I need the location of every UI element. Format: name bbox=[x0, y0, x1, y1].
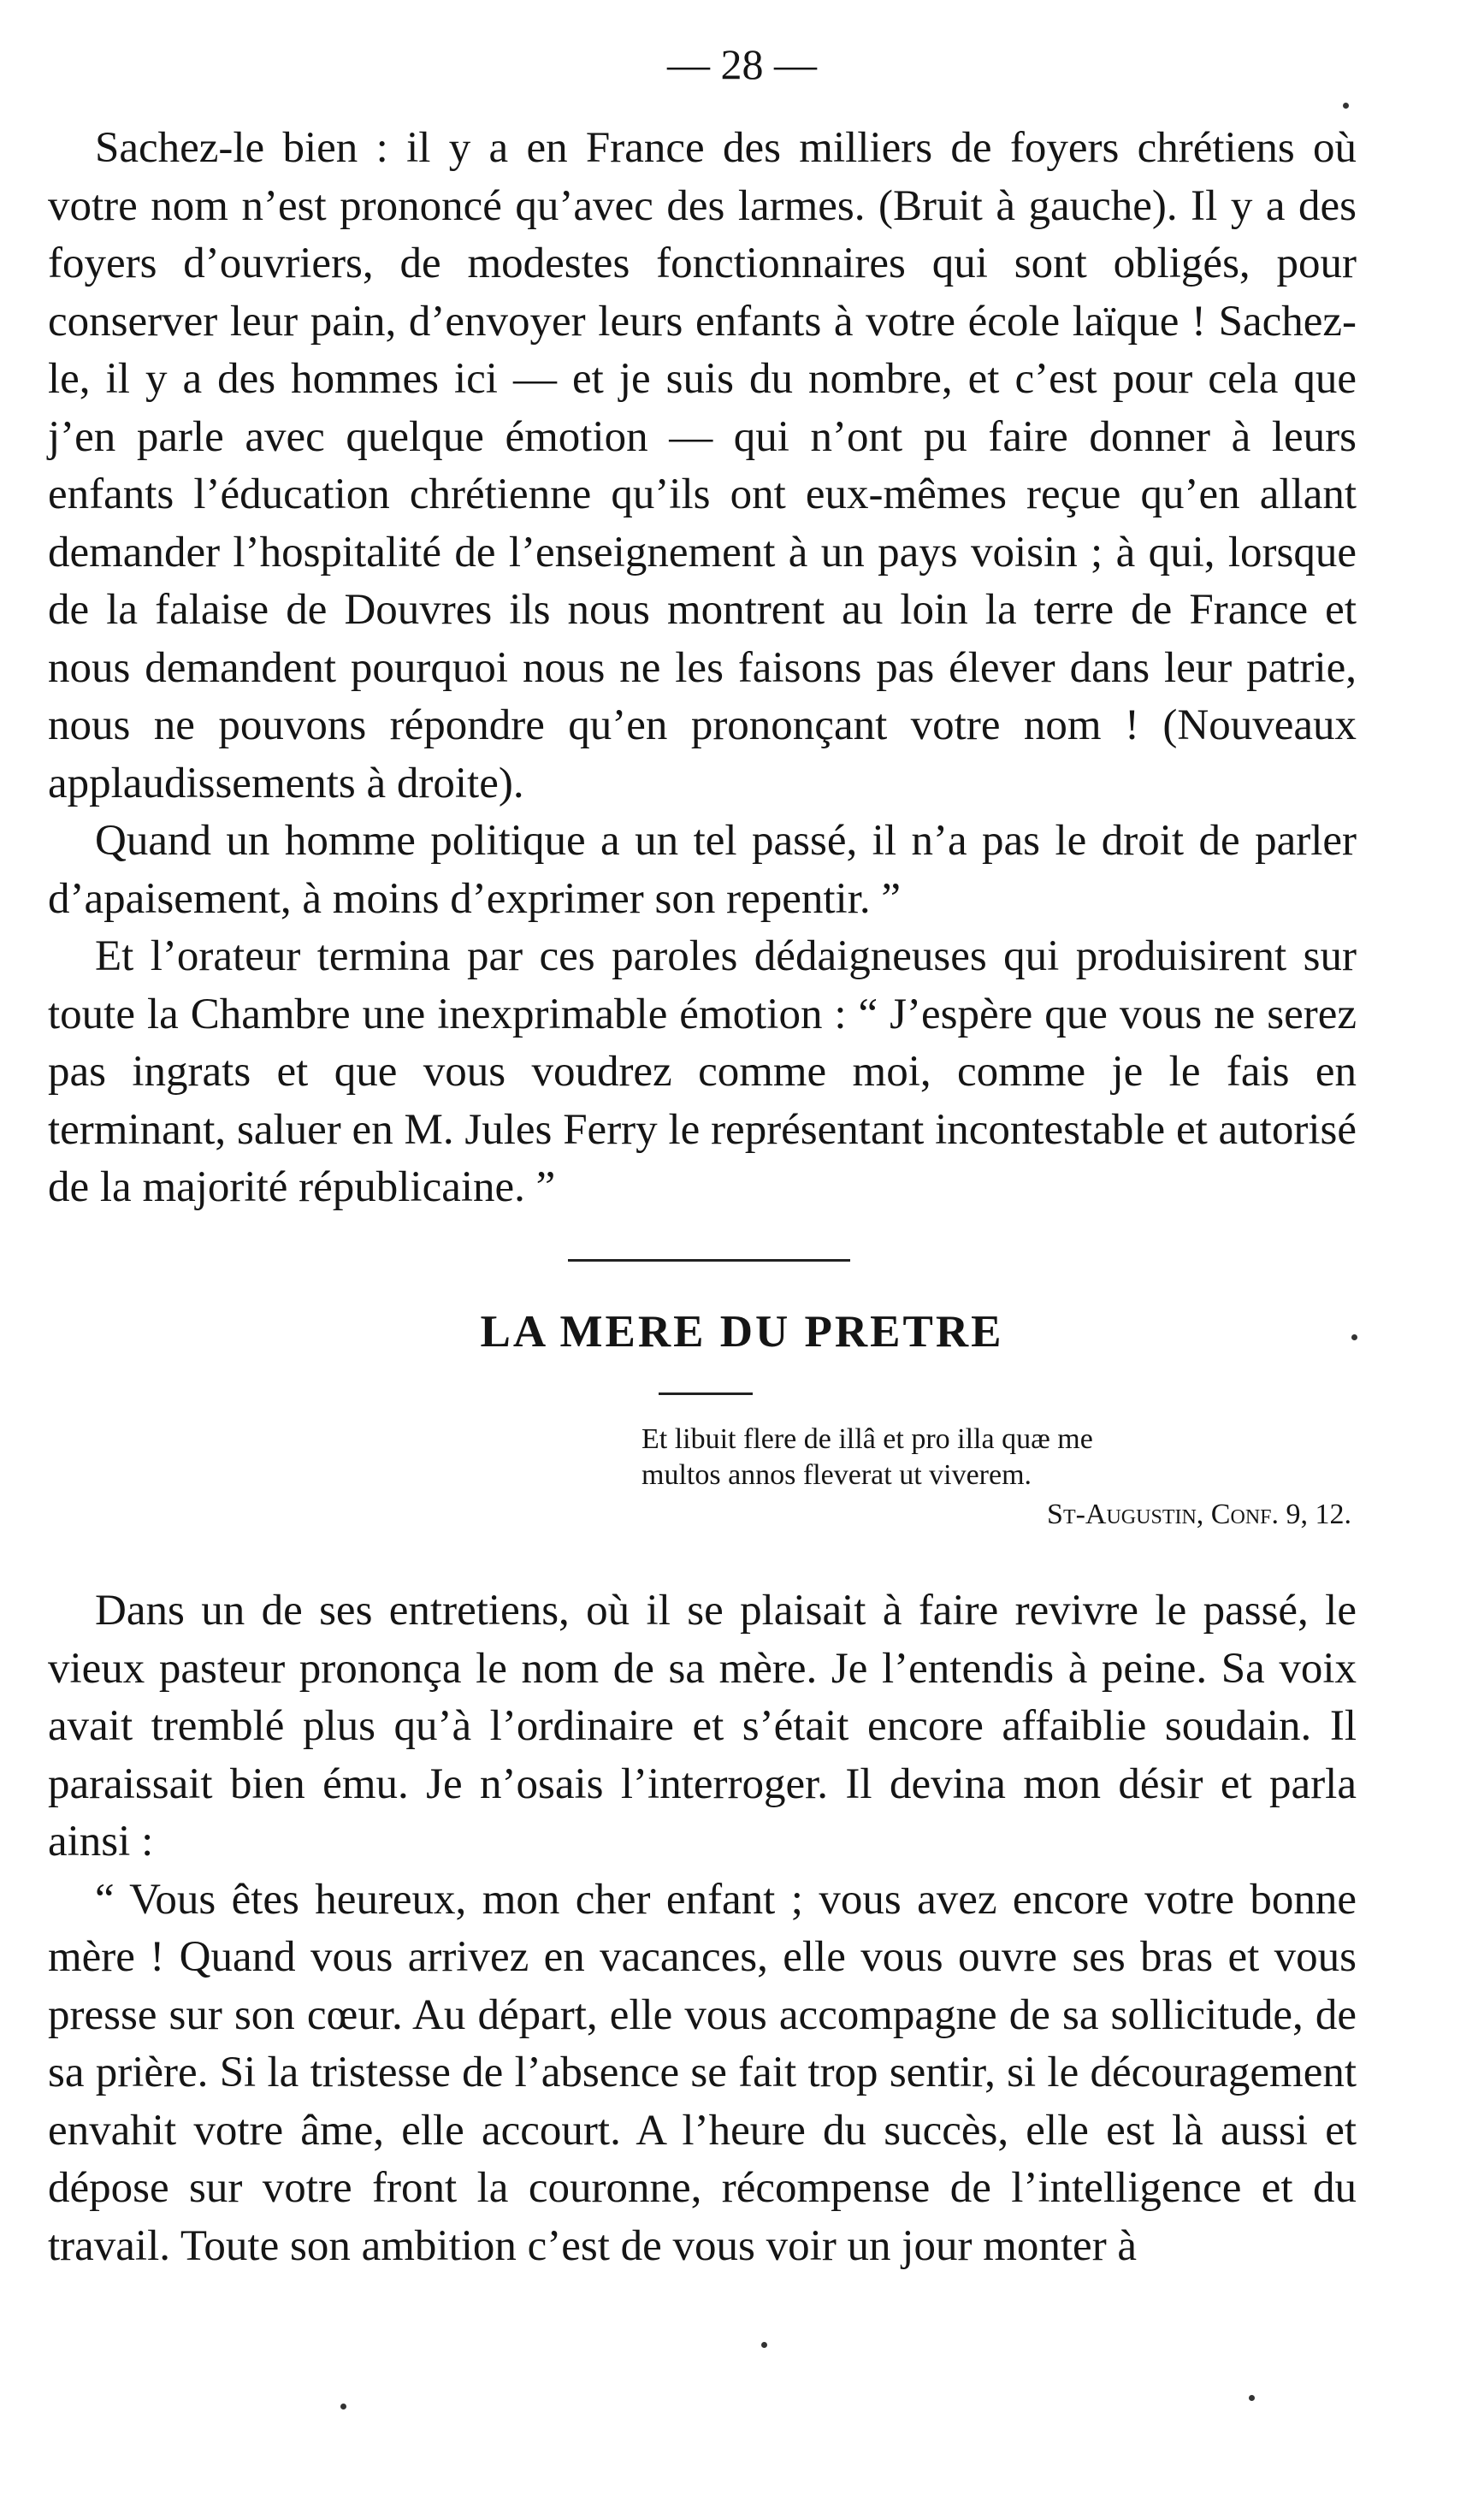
story-text bbox=[48, 1582, 1357, 2275]
epigraph-line: Et libuit flere de illâ et pro illa quæ me bbox=[641, 1423, 1093, 1455]
story-paragraph: Dans un de ses entretiens, où il se plaisait à faire revivre le passé, le vieux pasteur prononça le nom de sa mère. Je l’entendis à peine. Sa voix avait tremblé plus qu’à l’ordinaire et s’était encore affaiblie soudain. Il paraissait bien ému. Je n’osais l’interroger. Il devina mon désir et parla ainsi : bbox=[48, 1587, 1357, 1866]
print-speck bbox=[1343, 103, 1349, 109]
print-speck bbox=[1249, 2395, 1255, 2401]
epigraph-line: multos annos fleverat ut viverem. bbox=[641, 1459, 1032, 1491]
epigraph-source: St-Augustin, Conf. 9, 12. bbox=[1047, 1499, 1351, 1530]
page-number: — 28 — bbox=[667, 40, 817, 88]
speech-paragraph: Quand un homme politique a un tel passé, il n’a pas le droit de parler d’apaisement, à moins d’exprimer son repentir. ” bbox=[48, 817, 1357, 923]
speech-excerpt bbox=[48, 120, 1357, 1217]
title-underline-rule bbox=[659, 1392, 753, 1395]
speech-paragraph: Sachez-le bien : il y a en France des milliers de foyers chrétiens où votre nom n’est prononcé qu’avec des larmes. (Bruit à gauche). Il y a des foyers d’ouvriers, de modestes fonctionnaires qui sont obligés, pour conserver leur pain, d’envoyer leurs enfants à votre école laïque ! Sachez-le, il y a des hommes ici — et je suis du nombre, et c’est pour cela que j’en parle avec quelque émotion — qui n’ont pu faire donner à leurs enfants l’éducation chrétienne qu’ils ont eux-mêmes reçue qu’en allant demander l’hospitalité de l’enseignement à un pays voisin ; à qui, lorsque de la falaise de Douvres ils nous montrent au loin la terre de France et nous demandent pourquoi nous ne les faisons pas élever dans leur patrie, nous ne pouvons répondre qu’en prononçant votre nom ! (Nouveaux applaudissements à droite). bbox=[48, 124, 1357, 807]
story-paragraph: “ Vous êtes heureux, mon cher enfant ; vous avez encore votre bonne mère ! Quand vous arrivez en vacances, elle vous ouvre ses bras et vous presse sur son cœur. Au départ, elle vous accompagne de sa sollicitude, de sa prière. Si la tristesse de l’absence se fait trop sentir, si le découragement envahit votre âme, elle accourt. A l’heure du succès, elle est là aussi et dépose sur votre front la couronne, récompense de l’intelligence et du travail. Toute son ambition c’est de vous voir un jour monter à bbox=[48, 1875, 1357, 2270]
print-speck bbox=[1351, 1334, 1357, 1340]
section-title: LA MERE DU PRETRE bbox=[480, 1307, 1004, 1357]
speech-paragraph: Et l’orateur termina par ces paroles dédaigneuses qui produisirent sur toute la Chambre une inexprimable émotion : “ J’espère que vous ne serez pas ingrats et que vous voudrez comme moi, comme je le fais en terminant, saluer en M. Jules Ferry le représentant incontestable et autorisé de la majorité républicaine. ” bbox=[48, 932, 1357, 1211]
print-speck bbox=[340, 2404, 346, 2410]
section-separator-rule bbox=[568, 1259, 850, 1262]
print-speck bbox=[761, 2342, 767, 2348]
epigraph bbox=[641, 1422, 1351, 1533]
